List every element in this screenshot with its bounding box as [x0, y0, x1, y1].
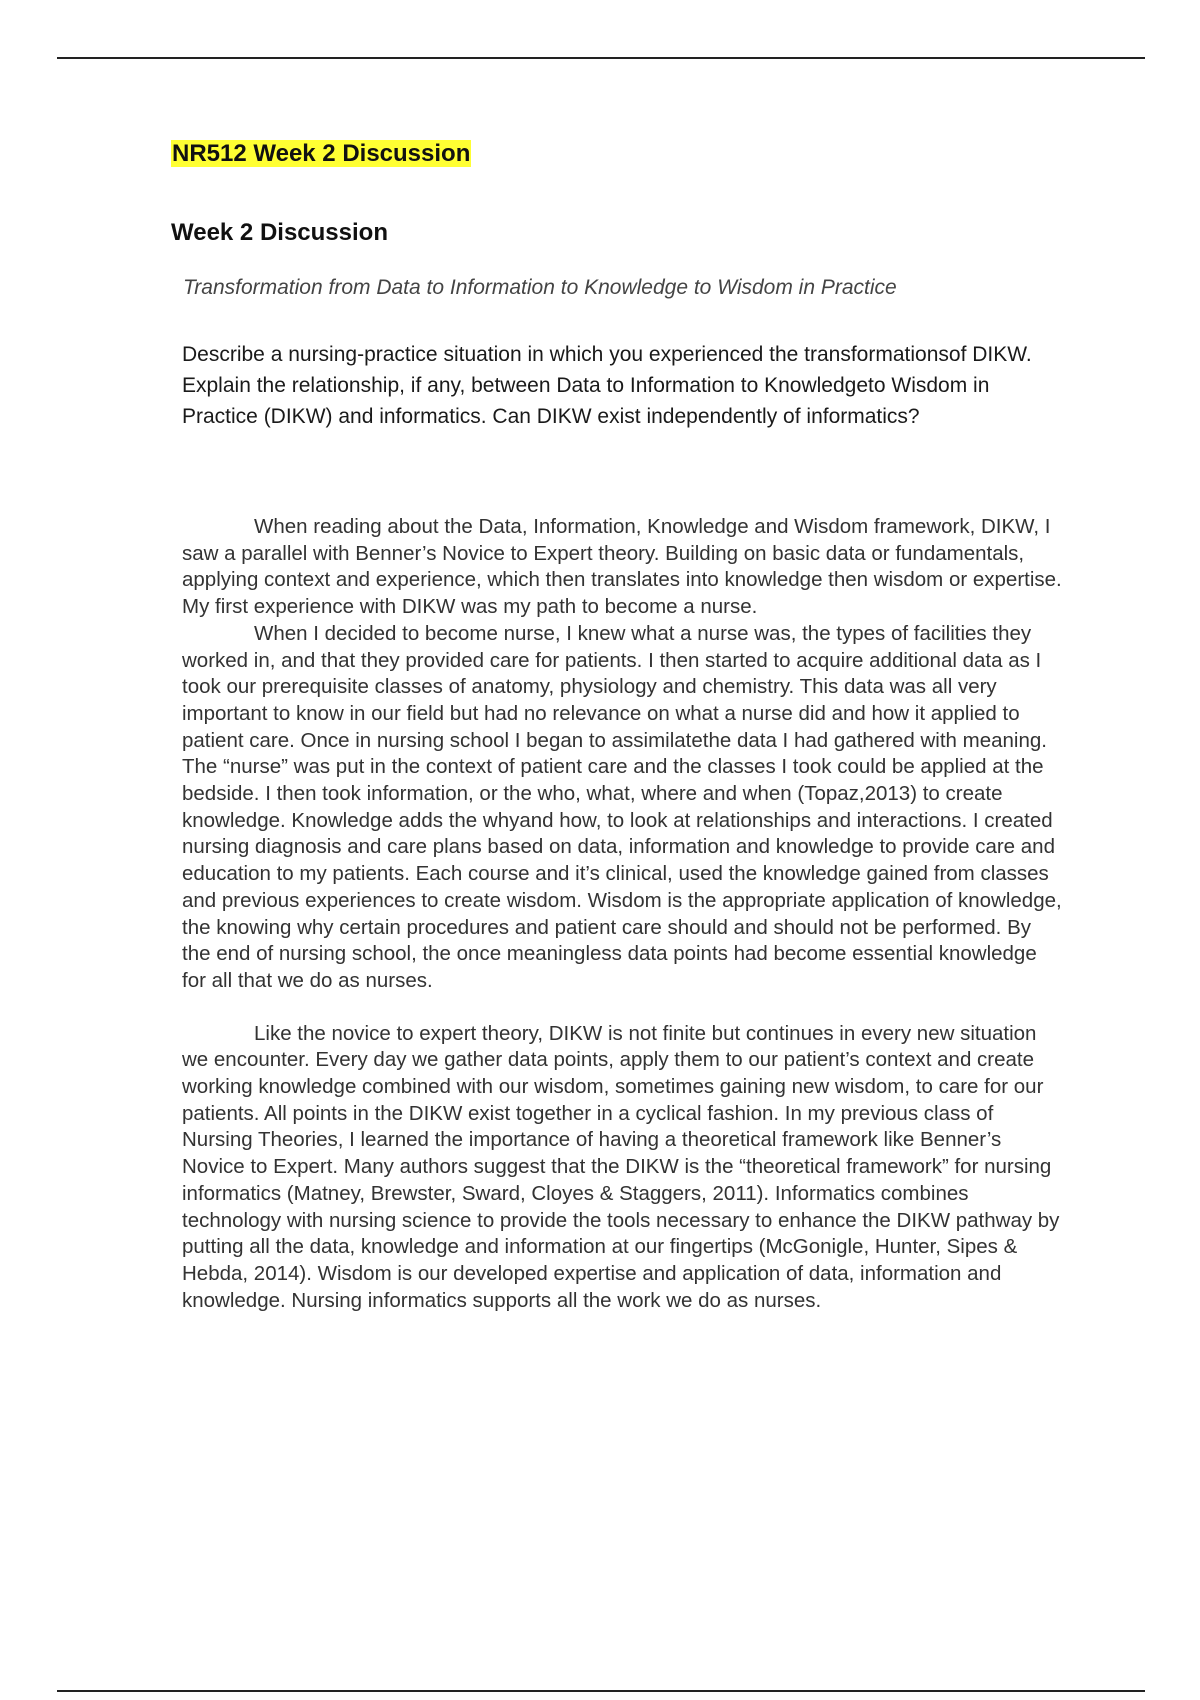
section-heading: Week 2 Discussion — [171, 219, 388, 246]
document-title — [171, 138, 471, 170]
paragraph-3: Like the novice to expert theory, DIKW is not finite but continues in every new situation we encounter. Every day we gather data points, apply them to our patient’s context and create working knowledge combined with our wisdom, sometimes gaining new wisdom, to care for our patients. All points in the DIKW exist together in a cyclical fashion. In my previous class of Nursing Theories, I learned the importance of having a theoretical framework like Benner’s Novice to Expert. Many authors suggest that the DIKW is the “theoretical framework” for nursing informatics (Matney, Brewster, Sward, Cloyes & Staggers, 2011). Informatics combines technology with nursing science to provide the tools necessary to enhance the DIKW pathway by putting all the data, knowledge and information at our fingertips (McGonigle, Hunter, Sipes & Hebda, 2014). Wisdom is our developed expertise and application of data, information and knowledge. Nursing informatics supports all the work we do as nurses. — [182, 1021, 1060, 1312]
document-title-highlight: NR512 Week 2 Discussion — [172, 140, 471, 167]
paragraph-1: When reading about the Data, Information, Knowledge and Wisdom framework, DIKW, I saw a parallel with Benner’s Novice to Expert theory. Building on basic data or fundamentals, applying context and experience, which then translates into knowledge then wisdom or expertise. My first experience with DIKW was my path to become a nurse. — [182, 515, 1062, 619]
bottom-rule — [57, 1690, 1145, 1692]
top-rule — [57, 57, 1145, 59]
paragraph-2: When I decided to become nurse, I knew what a nurse was, the types of facilities they worked in, and that they provided care for patients. I then started to acquire additional data as I took our prerequisite classes of anatomy, physiology and chemistry. This data was all very important to know in our field but had no relevance on what a nurse did and how it applied to patient care. Once in nursing school I began to assimilatethe data I had gathered with meaning. The “nurse” was put in the context of patient care and the classes I took could be applied at the bedside. I then took information, or the who, what, where and when (Topaz,2013) to create knowledge. Knowledge adds the whyand how, to look at relationships and interactions. I created nursing diagnosis and care plans based on data, information and knowledge to provide care and education to my patients. Each course and it’s clinical, used the knowledge gained from classes and previous experiences to create wisdom. Wisdom is the appropriate application of knowledge, the knowing why certain procedures and patient care should and should not be performed. By the end of nursing school, the once meaningless data points had become essential knowledge for all that we do as nurses. — [182, 621, 1062, 992]
discussion-subtitle: Transformation from Data to Information to Knowledge to Wisdom in Practice — [183, 276, 897, 299]
response-body — [182, 514, 1062, 1314]
discussion-prompt: Describe a nursing-practice situation in which you experienced the transformationsof DIKW. Explain the relationship, if any, between Data to Information to Knowledgeto Wisdom in Practice (DIKW) and informatics. Can DIKW exist independently of informatics? — [182, 343, 1032, 428]
